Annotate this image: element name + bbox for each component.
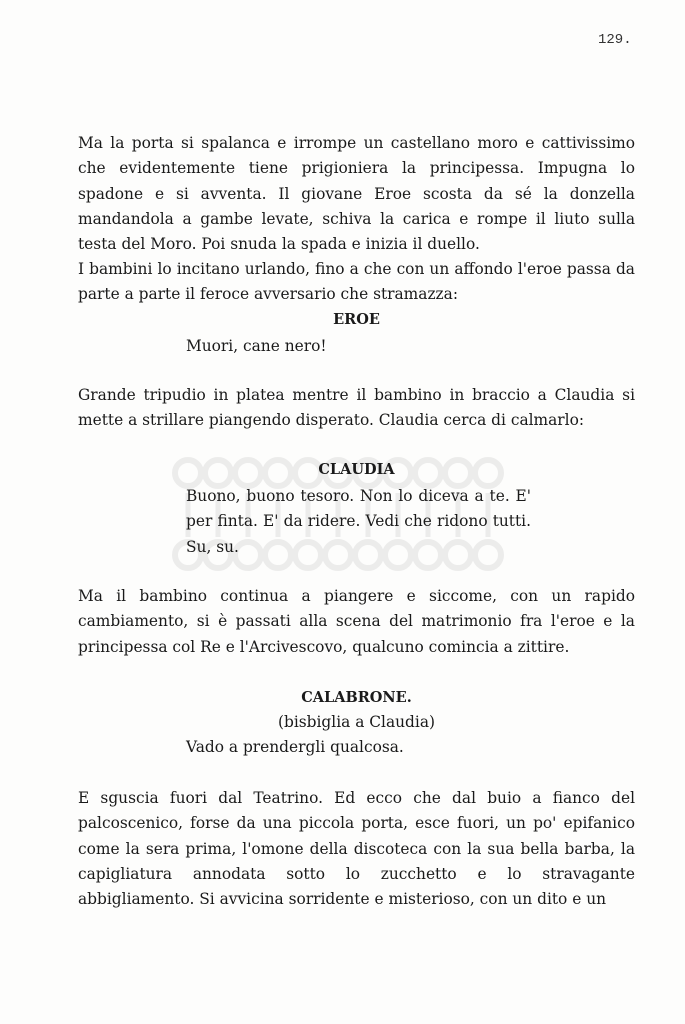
speaker-claudia: CLAUDIA	[318, 461, 395, 478]
paragraph-audience: Grande tripudio in platea mentre il bambino in braccio a Claudia si mette a strillare piangendo disperato. Claudia cerca di calmarlo:	[78, 386, 635, 430]
paragraph-teatrino: E sguscia fuori dal Teatrino. Ed ecco che dal buio a fianco del palcoscenico, forse da una piccola porta, esce fuori, un po' epifanico come la sera prima, l'omone della discoteca con la sua bella barba, la capigliatura annodata sotto lo zucchetto e lo stravagante abbigliamento. Si avvicina sorridente e misterioso, con un dito e un	[78, 789, 635, 909]
dialogue-claudia: Buono, buono tesoro. Non lo diceva a te. E' per finta. E' da ridere. Vedi che ridono tutti. Su, su.	[186, 487, 531, 556]
dialogue-calabrone: Vado a prendergli qualcosa.	[186, 738, 404, 756]
stage-direction-calabrone: (bisbiglia a Claudia)	[277, 713, 436, 731]
paragraph-children-cheer: I bambini lo incitano urlando, fino a che con un affondo l'eroe passa da parte a parte il feroce avversario che stramazza:	[78, 260, 635, 304]
page-number: 129.	[598, 32, 632, 48]
speaker-calabrone: CALABRONE.	[301, 689, 412, 706]
paragraph-crying-child: Ma il bambino continua a piangere e siccome, con un rapido cambiamento, si è passati alla scena del matrimonio fra l'eroe e la principessa col Re e l'Arcivescovo, qualcuno comincia a zittire.	[78, 587, 635, 656]
dialogue-eroe: Muori, cane nero!	[186, 337, 327, 355]
paragraph-duel: Ma la porta si spalanca e irrompe un castellano moro e cattivissimo che evidentemente tiene prigioniera la principessa. Impugna lo spadone e si avventa. Il giovane Eroe scosta da sé la donzella mandandola a gambe levate, schiva la carica e rompe il liuto sulla testa del Moro. Poi snuda la spada e inizia il duello.	[78, 134, 635, 254]
speaker-eroe: EROE	[333, 311, 380, 328]
